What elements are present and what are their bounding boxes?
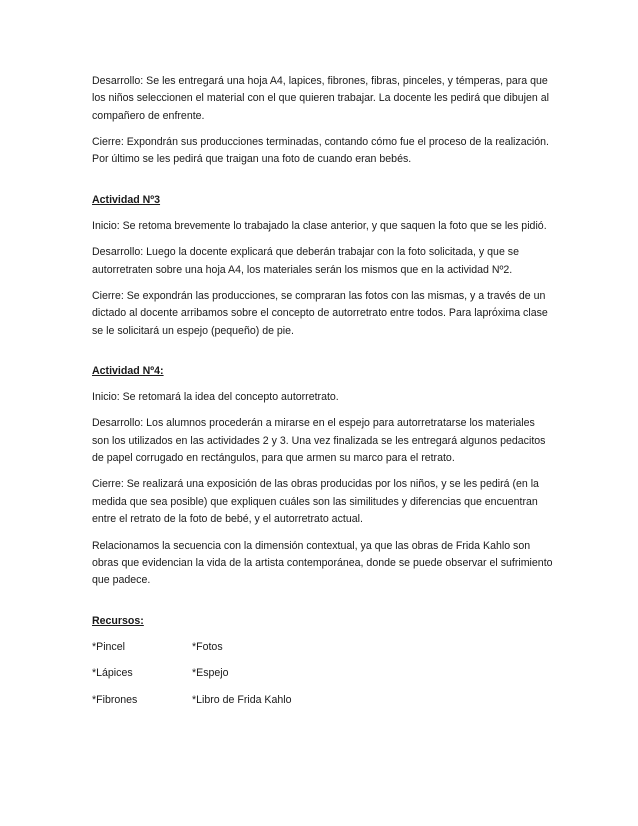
paragraph-desarrollo-actividad2: Desarrollo: Se les entregará una hoja A4, lapices, fibrones, fibras, pinceles, y témperas, para que los niños seleccionen el material con el que quieren trabajar. La docente les pedirá que dibujen al compañero de enfrente. (92, 75, 550, 122)
paragraph-inicio-actividad3: Inicio: Se retoma brevemente lo trabajado la clase anterior, y que saquen la foto que se les pidió. (92, 220, 547, 233)
paragraph-desarrollo-actividad3: Desarrollo: Luego la docente explicará que deberán trabajar con la foto solicitada, y que se autorretraten sobre una hoja A4, los materiales serán los mismos que en la actividad Nº2. (92, 246, 519, 276)
paragraph-desarrollo-actividad4: Desarrollo: Los alumnos procederán a mirarse en el espejo para autorretratarse los materiales son los utilizados en las actividades 2 y 3. Una vez finalizada se les entregará algunos pedacitos de papel corrugado en rectángulos, para que armen su marco para el retrato. (92, 417, 546, 465)
resource-item: *Lápices (92, 667, 133, 680)
resource-item: *Espejo (192, 667, 229, 680)
paragraph-cierre-actividad2: Cierre: Expondrán sus producciones terminadas, contando cómo fue el proceso de la realización. Por último se les pedirá que traigan una foto de cuando eran bebés. (92, 136, 549, 166)
heading-recursos: Recursos: (92, 614, 144, 627)
paragraph-relacion-contextual: Relacionamos la secuencia con la dimensión contextual, ya que las obras de Frida Kahlo son obras que evidencian la vida de la artista contemporánea, donde se puede observar el sufrimiento que padece. (92, 539, 553, 587)
resource-item: *Pincel (92, 640, 125, 653)
resource-item: *Fibrones (92, 693, 138, 706)
paragraph-inicio-actividad4: Inicio: Se retomará la idea del concepto autorretrato. (92, 391, 339, 404)
resource-item: *Fotos (192, 640, 223, 653)
paragraph-cierre-actividad3: Cierre: Se expondrán las producciones, se compraran las fotos con las mismas, y a través de un dictado al docente arribamos sobre el concepto de autorretrato entre todos. Para laprόxima clase se le solicitará un espejo (pequeño) de pie. (92, 289, 548, 337)
heading-actividad-4: Actividad Nº4: (92, 365, 164, 378)
heading-actividad-3: Actividad Nº3 (92, 193, 161, 206)
resources-row (92, 665, 554, 682)
document-body (92, 73, 554, 718)
resources-row (92, 692, 554, 709)
resource-item: *Libro de Frida Kahlo (192, 693, 292, 706)
paragraph-cierre-actividad4: Cierre: Se realizará una exposición de las obras producidas por los niños, y se les pedirá (en la medida que sea posible) que expliquen cuáles son las similitudes y diferencias que encuentran entre el retrato de la foto de bebé, y el autorretrato actual. (92, 478, 539, 526)
resources-list (92, 639, 554, 709)
resources-row (92, 639, 554, 656)
